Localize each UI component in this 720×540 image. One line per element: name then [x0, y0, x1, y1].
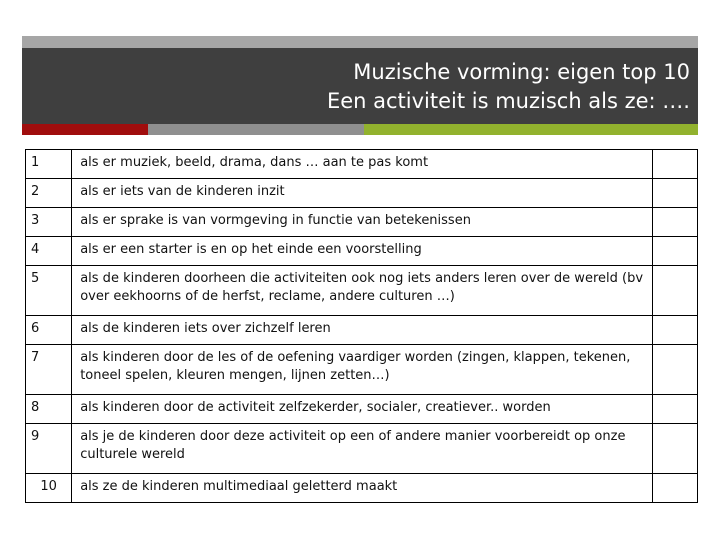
row-text: als er sprake is van vormgeving in functie van betekenissen — [72, 208, 653, 237]
row-number: 6 — [26, 316, 72, 345]
table-row — [26, 266, 698, 316]
empty-cell — [652, 316, 697, 345]
top-strip — [22, 36, 698, 48]
empty-cell — [652, 150, 697, 179]
empty-cell — [652, 208, 697, 237]
row-text: als er een starter is en op het einde een voorstelling — [72, 237, 653, 266]
row-number: 2 — [26, 179, 72, 208]
empty-cell — [652, 345, 697, 395]
row-text: als de kinderen doorheen die activiteiten ook nog iets anders leren over de wereld (bv over eekhoorns of de herfst, reclame, andere culturen …) — [72, 266, 653, 316]
title-bar — [22, 48, 698, 124]
row-number: 8 — [26, 395, 72, 424]
table-row — [26, 208, 698, 237]
row-text: als er iets van de kinderen inzit — [72, 179, 653, 208]
row-number: 1 — [26, 150, 72, 179]
empty-cell — [652, 424, 697, 474]
row-number: 4 — [26, 237, 72, 266]
row-text: als kinderen door de activiteit zelfzekerder, socialer, creatiever.. worden — [72, 395, 653, 424]
row-number: 9 — [26, 424, 72, 474]
empty-cell — [652, 474, 697, 503]
accent-bar-red — [22, 124, 148, 135]
empty-cell — [652, 395, 697, 424]
title-line-1: Muzische vorming: eigen top 10 — [353, 60, 690, 84]
row-text: als de kinderen iets over zichzelf leren — [72, 316, 653, 345]
table-row — [26, 345, 698, 395]
row-number: 10 — [26, 474, 72, 503]
accent-bar-grey — [148, 124, 364, 135]
title-line-2: Een activiteit is muzisch als ze: …. — [326, 89, 690, 113]
row-text: als er muziek, beeld, drama, dans … aan te pas komt — [72, 150, 653, 179]
row-text: als je de kinderen door deze activiteit op een of andere manier voorbereidt op onze culturele wereld — [72, 424, 653, 474]
table-row — [26, 179, 698, 208]
table-row — [26, 316, 698, 345]
row-text: als ze de kinderen multimediaal geletterd maakt — [72, 474, 653, 503]
empty-cell — [652, 237, 697, 266]
accent-bar-green — [364, 124, 698, 135]
empty-cell — [652, 266, 697, 316]
table-row — [26, 474, 698, 503]
row-text: als kinderen door de les of de oefening vaardiger worden (zingen, klappen, tekenen, toneel spelen, kleuren mengen, lijnen zetten…) — [72, 345, 653, 395]
top10-table — [25, 149, 698, 503]
row-number: 5 — [26, 266, 72, 316]
table-row — [26, 237, 698, 266]
table-row — [26, 150, 698, 179]
table-row — [26, 395, 698, 424]
table-row — [26, 424, 698, 474]
row-number: 7 — [26, 345, 72, 395]
row-number: 3 — [26, 208, 72, 237]
empty-cell — [652, 179, 697, 208]
